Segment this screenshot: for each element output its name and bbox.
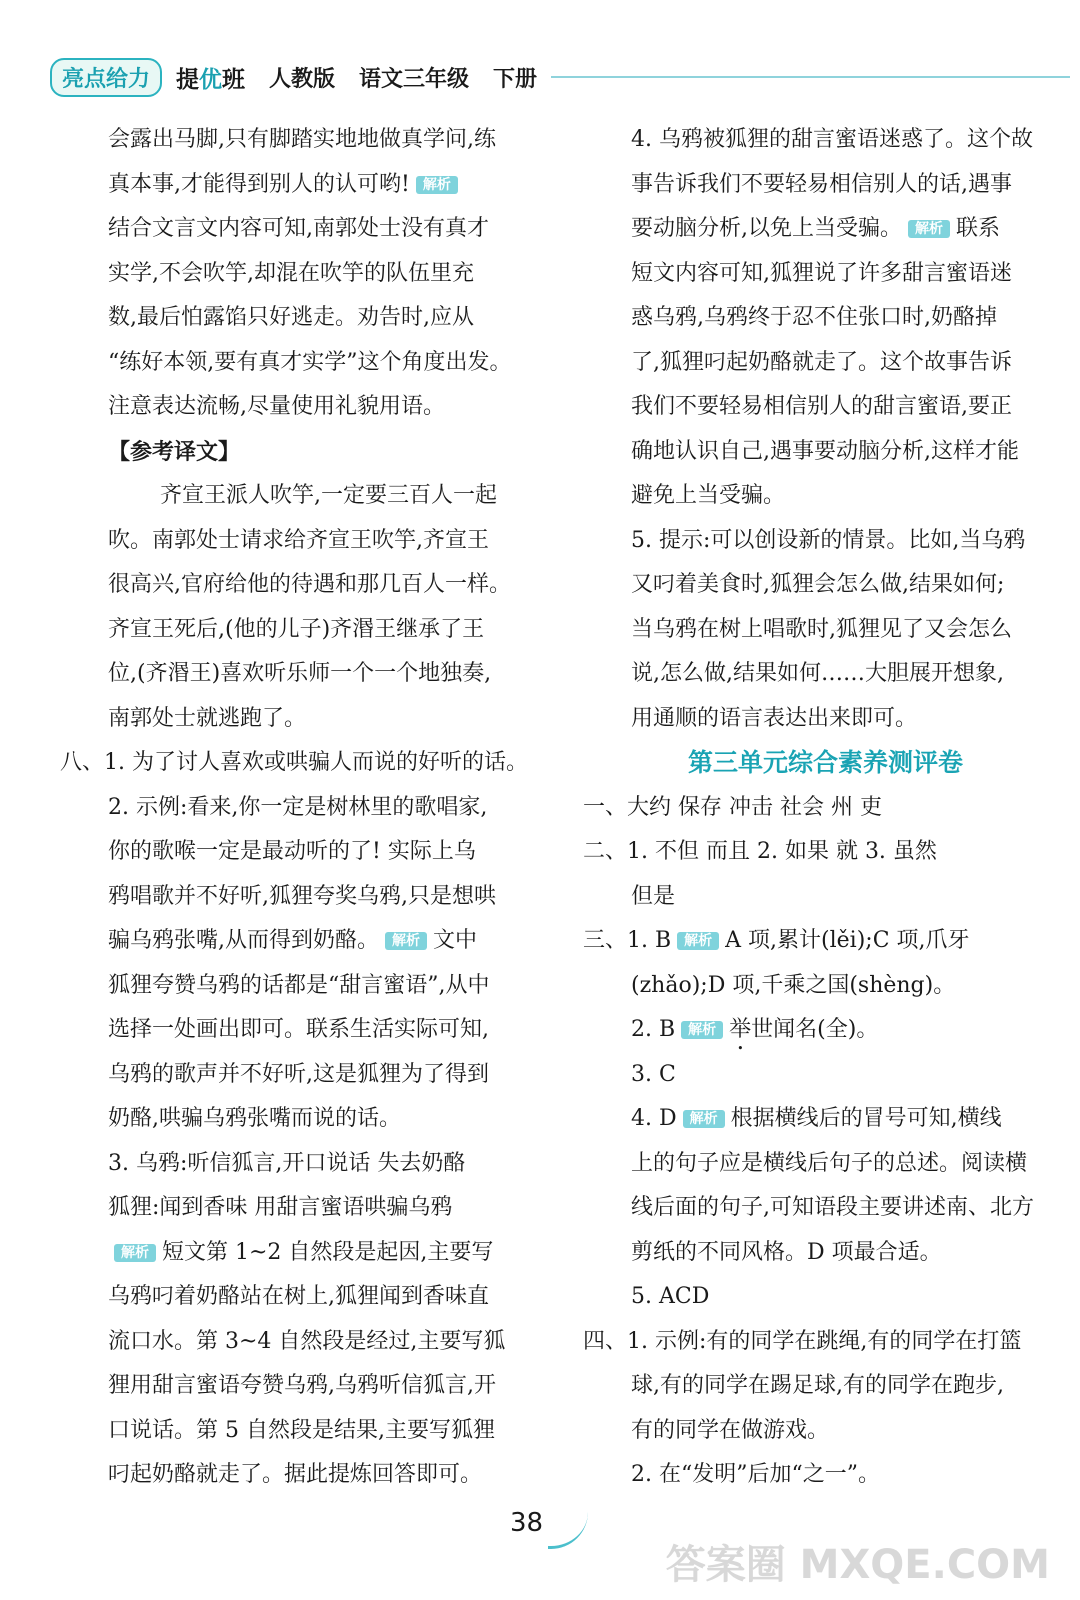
section-title: 第三单元综合素养测评卷 (687, 748, 963, 777)
text-line: 奶酪,哄骗乌鸦张嘴而说的话。 (108, 1106, 401, 1131)
edition: 人教版 (269, 66, 336, 92)
text-line: 惑乌鸦,乌鸦终于忍不住张口时,奶酪掉 (631, 305, 997, 330)
text-line: 会露出马脚,只有脚踏实地地做真学问,练 (108, 127, 496, 152)
text-line: 避免上当受骗。 (631, 483, 786, 508)
text-line: 有的同学在做游戏。 (631, 1417, 830, 1443)
text-line: 要动脑分析,以免上当受骗。 解析 联系 (631, 216, 1001, 241)
left-column (60, 118, 540, 1498)
text-line: (zhǎo);D 项,千乘之国(shèng)。 (631, 972, 956, 998)
text-line: 4. 乌鸦被狐狸的甜言蜜语迷惑了。这个故 (631, 127, 1033, 152)
text-line: 狸用甜言蜜语夸赞乌鸦,乌鸦听信狐言,开 (108, 1373, 496, 1398)
analysis-badge: 解析 (908, 220, 950, 238)
text-line: 南郭处士就逃跑了。 (108, 705, 307, 731)
text-line: 你的歌喉一定是最动听的了! 实际上乌 (108, 839, 476, 864)
text-line: 剪纸的不同风格。D 项最合适。 (631, 1239, 942, 1265)
text-line: 2. 在“发明”后加“之一”。 (631, 1462, 880, 1487)
text-line: 5. 提示:可以创设新的情景。比如,当乌鸦 (631, 527, 1026, 553)
analysis-badge: 解析 (681, 1021, 723, 1039)
text-line: 吹。南郭处士请求给齐宣王吹竽,齐宣王 (108, 527, 489, 553)
analysis-badge: 解析 (114, 1244, 156, 1262)
right-column (583, 118, 1068, 1498)
text-line: 乌鸦叼着奶酪站在树上,狐狸闻到香味直 (108, 1284, 489, 1309)
text-line: 4. D 解析 根据横线后的冒号可知,横线 (631, 1106, 1002, 1131)
text-line: 数,最后怕露馅只好逃走。劝告时,应从 (108, 305, 474, 330)
text-line: 5. ACD (631, 1284, 710, 1309)
page-number: 38 (510, 1508, 544, 1538)
subject: 语文三年级 (359, 66, 470, 92)
text-line: 实学,不会吹竽,却混在吹竽的队伍里充 (108, 260, 474, 286)
text-line: 流口水。第 3~4 自然段是经过,主要写狐 (108, 1328, 506, 1354)
text-line: 2. B 解析 举世闻名(全)。 (631, 1017, 879, 1042)
text-line: 位,(齐湣王)喜欢听乐师一个一个地独奏, (108, 661, 492, 686)
text-line: 了,狐狸叼起奶酪就走了。这个故事告诉 (631, 349, 1012, 375)
text-line: 又叼着美食时,狐狸会怎么做,结果如何; (631, 572, 1005, 597)
question-line: 三、1. B 解析 A 项,累计(lěi);C 项,爪牙 (583, 928, 970, 953)
text-line: 3. C (631, 1061, 676, 1087)
text-line: 鸦唱歌并不好听,狐狸夸奖乌鸦,只是想哄 (108, 883, 496, 909)
text-line: 线后面的句子,可知语段主要讲述南、北方 (631, 1195, 1034, 1220)
analysis-badge: 解析 (677, 932, 719, 950)
text-line: 事告诉我们不要轻易相信别人的话,遇事 (631, 171, 1012, 197)
text-line: 真本事,才能得到别人的认可哟! 解析 (60, 163, 540, 208)
text-line: 口说话。第 5 自然段是结果,主要写狐狸 (108, 1417, 495, 1443)
text-line: 狐狸夸赞乌鸦的话都是“甜言蜜语”,从中 (108, 972, 490, 998)
page-number-arc (548, 1512, 588, 1549)
text-line: 说,怎么做,结果如何……大胆展开想象, (631, 661, 1004, 686)
text-line: “练好本领,要有真才实学”这个角度出发。 (108, 349, 512, 375)
volume: 下册 (493, 66, 538, 92)
question-line: 二、1. 不但 而且 2. 如果 就 3. 虽然 (583, 839, 937, 864)
series-name: 提优班 (176, 66, 246, 93)
text-line: 短文内容可知,狐狸说了许多甜言蜜语迷 (631, 260, 1012, 286)
text-line: 确地认识自己,遇事要动脑分析,这样才能 (631, 438, 1019, 464)
text-line: 用通顺的语言表达出来即可。 (631, 705, 918, 731)
question-line: 四、1. 示例:有的同学在跳绳,有的同学在打篮 (583, 1328, 1022, 1354)
analysis-badge: 解析 (416, 176, 458, 194)
section-heading: 【参考译文】 (108, 438, 241, 465)
text-line: 解析 短文第 1~2 自然段是起因,主要写 (60, 1231, 540, 1276)
text-line: 狐狸:闻到香味 用甜言蜜语哄骗乌鸦 (108, 1195, 453, 1220)
text-line: 3. 乌鸦:听信狐言,开口说话 失去奶酪 (108, 1150, 466, 1176)
text-line: 注意表达流畅,尽量使用礼貌用语。 (108, 394, 445, 419)
watermark: 答案圈 MXQE.COM (665, 1542, 1050, 1588)
text-line: 我们不要轻易相信别人的甜言蜜语,要正 (631, 394, 1012, 419)
text-line: 骗乌鸦张嘴,从而得到奶酪。 解析 文中 (108, 928, 478, 953)
text-line: 齐宣王死后,(他的儿子)齐湣王继承了王 (108, 616, 485, 642)
text-line: 球,有的同学在踢足球,有的同学在跑步, (631, 1373, 1004, 1398)
page-header (50, 60, 1070, 94)
text-line: 选择一处画出即可。联系生活实际可知, (108, 1017, 489, 1042)
text-line: 上的句子应是横线后句子的总述。阅读横 (631, 1150, 1028, 1176)
text-line: 结合文言文内容可知,南郭处士没有真才 (108, 216, 489, 241)
analysis-badge: 解析 (683, 1110, 725, 1128)
header-rule (551, 76, 1070, 78)
analysis-badge: 解析 (385, 932, 427, 950)
text-line: 齐宣王派人吹竽,一定要三百人一起 (160, 483, 497, 508)
question-line: 八、1. 为了讨人喜欢或哄骗人而说的好听的话。 (60, 750, 528, 775)
question-line: 一、大约 保存 冲击 社会 州 吏 (583, 794, 882, 820)
text-line: 但是 (631, 883, 676, 909)
text-line: 当乌鸦在树上唱歌时,狐狸见了又会怎么 (631, 616, 1012, 642)
text-line: 叼起奶酪就走了。据此提炼回答即可。 (108, 1462, 483, 1487)
text-line: 乌鸦的歌声并不好听,这是狐狸为了得到 (108, 1061, 489, 1087)
brand-logo: 亮点给力 (50, 58, 162, 97)
text-line: 2. 示例:看来,你一定是树林里的歌唱家, (108, 794, 488, 820)
text-line: 很高兴,官府给他的待遇和那几百人一样。 (108, 572, 511, 597)
